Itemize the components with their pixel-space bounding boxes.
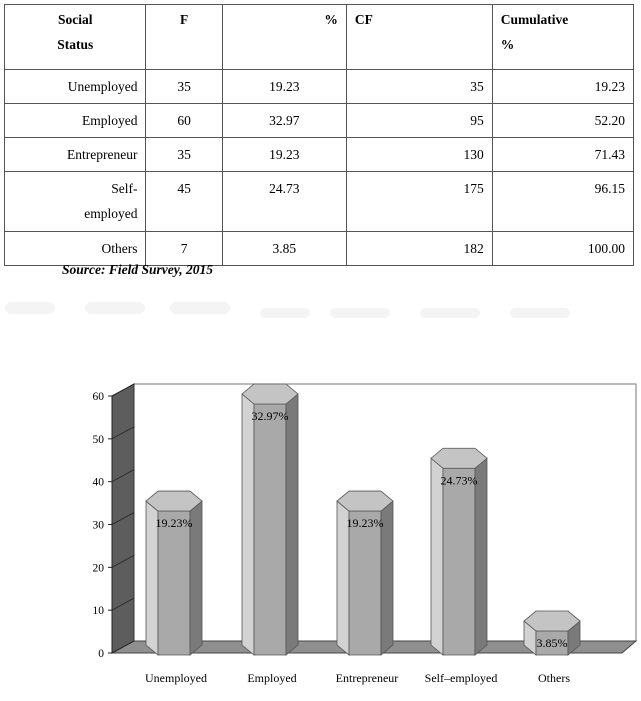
header-cumulative-line2: % xyxy=(500,37,515,52)
cell-cumulative: 71.43 xyxy=(492,138,633,172)
cell-cf: 182 xyxy=(346,232,492,266)
cell-cumulative: 52.20 xyxy=(492,104,633,138)
bar-data-label: 19.23% xyxy=(346,516,384,531)
x-category-label: Employed xyxy=(247,671,297,685)
cell-status: Unemployed xyxy=(5,70,146,104)
bar-top-cap xyxy=(431,448,487,468)
cell-f: 35 xyxy=(146,138,222,172)
bar-data-label: 32.97% xyxy=(251,409,289,423)
header-cf: CF xyxy=(346,5,492,70)
header-f: F xyxy=(146,5,222,70)
bar-right-face xyxy=(475,458,487,655)
cell-status: Employed xyxy=(5,104,146,138)
cell-cumulative: 100.00 xyxy=(492,232,633,266)
cell-f: 35 xyxy=(146,70,222,104)
header-cumulative-line1: Cumulative xyxy=(500,12,569,27)
bar-top-cap xyxy=(146,491,202,511)
cell-cumulative: 19.23 xyxy=(492,70,633,104)
bar-top-cap xyxy=(242,384,298,404)
bar-left-face xyxy=(242,394,254,655)
y-tick-label: 40 xyxy=(92,476,104,489)
header-social-status-line1: Social xyxy=(57,12,93,27)
bar-top-cap xyxy=(524,611,580,631)
bar-front-face xyxy=(349,511,381,655)
y-tick-label: 10 xyxy=(92,605,104,618)
cell-cf: 130 xyxy=(346,138,492,172)
cell-percent: 19.23 xyxy=(222,70,346,104)
bar-top-cap xyxy=(337,491,393,511)
cell-cumulative: 96.15 xyxy=(492,172,633,232)
source-note: Source: Field Survey, 2015 xyxy=(62,262,213,277)
bar-front-face xyxy=(254,404,286,655)
bar-front-face xyxy=(158,511,190,655)
y-tick-label: 30 xyxy=(92,519,104,532)
y-tick-label: 0 xyxy=(98,648,104,660)
cell-cf: 35 xyxy=(346,70,492,104)
bar-front-face xyxy=(443,468,475,655)
bar-right-face xyxy=(286,394,298,655)
cell-f: 7 xyxy=(146,232,222,266)
x-category-label: Unemployed xyxy=(145,671,207,685)
cell-f: 60 xyxy=(146,104,222,138)
bar-data-label: 24.73% xyxy=(440,473,478,488)
bar-data-label: 3.85% xyxy=(536,636,568,651)
x-category-label: Self–employed xyxy=(424,671,498,685)
x-category-label: Others xyxy=(538,671,570,685)
cell-cf: 95 xyxy=(346,104,492,138)
cell-f: 45 xyxy=(146,172,222,232)
cell-status: Self- employed xyxy=(5,172,146,232)
cell-percent: 24.73 xyxy=(222,172,346,232)
cell-status: Others xyxy=(5,232,146,266)
cell-percent: 3.85 xyxy=(222,232,346,266)
y-tick-label: 60 xyxy=(92,391,104,403)
x-category-label: Entrepreneur xyxy=(335,671,399,685)
bar-left-face xyxy=(431,458,443,655)
header-social-status-line2: Status xyxy=(57,37,94,52)
y-tick-label: 50 xyxy=(92,433,104,446)
cell-percent: 32.97 xyxy=(222,104,346,138)
cell-percent: 19.23 xyxy=(222,138,346,172)
cell-status: Entrepreneur xyxy=(5,138,146,172)
header-percent: % xyxy=(222,5,346,70)
y-tick-label: 20 xyxy=(92,562,104,575)
bar-data-label: 19.23% xyxy=(155,516,193,531)
cell-cf: 175 xyxy=(346,172,492,232)
